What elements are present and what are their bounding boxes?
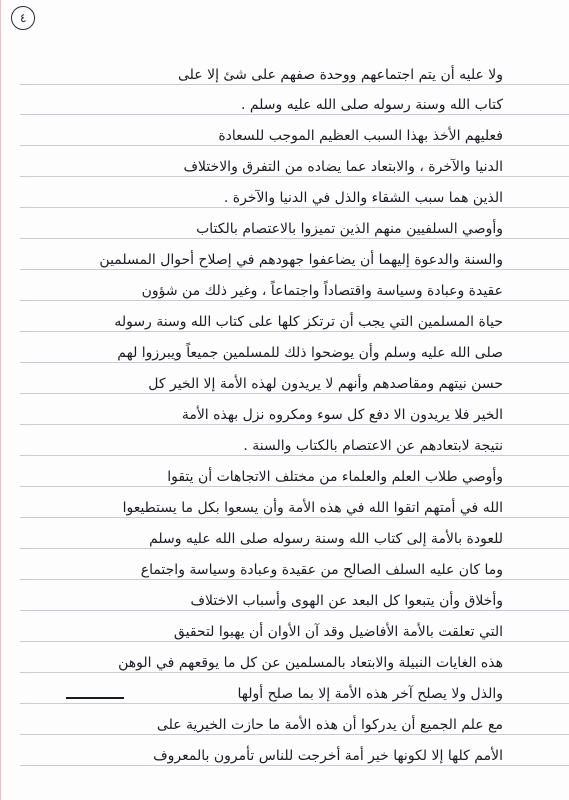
handwritten-line: فعليهم الأخذ بهذا السبب العظيم الموجب للسعادة — [218, 128, 503, 144]
handwritten-line: كتاب الله وسنة رسوله صلى الله عليه وسلم . — [240, 97, 503, 113]
handwritten-line: حسن نيتهم ومقاصدهم وأنهم لا يريدون لهذه الأمة إلا الخير كل — [148, 376, 503, 392]
ruled-line — [20, 579, 569, 580]
ruled-line — [20, 207, 569, 208]
ruled-line — [20, 517, 569, 518]
handwritten-line: عقيدة وعبادة وسياسة واقتصاداً واجتماعاً ، وغير ذلك من شؤون — [141, 283, 503, 299]
handwritten-line: حياة المسلمين التي يجب أن ترتكز كلها على كتاب الله وسنة رسوله — [114, 314, 503, 330]
handwritten-line: صلى الله عليه وسلم وأن يوضحوا ذلك للمسلمين جميعاً ويبرزوا لهم — [117, 345, 503, 361]
ruled-line — [20, 114, 569, 115]
ruled-line — [20, 176, 569, 177]
ruled-line — [20, 331, 569, 332]
handwritten-line: هذه الغايات النبيلة والابتعاد بالمسلمين عن كل ما يوقعهم في الوهن — [118, 655, 503, 671]
handwritten-line: وما كان عليه السلف الصالح من عقيدة وعبادة وسياسة واجتماع — [140, 562, 503, 578]
ruled-line — [20, 703, 569, 704]
margin-rule — [0, 0, 1, 800]
ruled-line — [20, 610, 569, 611]
ruled-line — [20, 641, 569, 642]
ruled-line — [20, 393, 569, 394]
page-number: ٤ — [9, 4, 36, 31]
handwritten-line: مع علم الجميع أن يدركوا أن هذه الأمة ما حازت الخيرية على — [156, 717, 503, 733]
handwritten-line: وأخلاق وأن يتبعوا كل البعد عن الهوى وأسباب الاختلاف — [190, 593, 503, 609]
ruled-line — [20, 734, 569, 735]
ruled-line — [20, 362, 569, 363]
ruled-line — [20, 672, 569, 673]
handwritten-line: والذل ولا يصلح آخر هذه الأمة إلا بما صلح أولها — [237, 686, 503, 702]
handwritten-line: للعودة بالأمة إلى كتاب الله وسنة رسوله صلى الله عليه وسلم — [149, 531, 503, 547]
handwritten-line: التي تعلقت بالأمة الأفاضيل وقد آن الأوان أن يهبوا لتحقيق — [173, 624, 503, 640]
ruled-line — [20, 238, 569, 239]
handwritten-line: وأوصي السلفيين منهم الذين تميزوا بالاعتصام بالكتاب — [196, 221, 503, 237]
ruled-line — [20, 300, 569, 301]
handwritten-line: الخير فلا يريدون الا دفع كل سوء ومكروه نزل بهذه الأمة — [181, 407, 503, 423]
handwritten-line: والسنة والدعوة إليهما أن يضاعفوا جهودهم في إصلاح أحوال المسلمين — [99, 252, 503, 268]
handwritten-line: الله في أمتهم اتقوا الله في هذه الأمة وأن يسعوا بكل ما يستطيعوا — [122, 500, 503, 516]
ruled-line — [20, 424, 569, 425]
handwritten-line: نتيجة لابتعادهم عن الاعتصام بالكتاب والسنة . — [243, 438, 503, 454]
ruled-line — [20, 269, 569, 270]
handwritten-line: الأمم كلها إلا لكونها خير أمة أخرجت للناس تأمرون بالمعروف — [153, 748, 503, 764]
strikethrough-mark — [66, 697, 124, 699]
ruled-line — [20, 455, 569, 456]
ruled-line — [20, 548, 569, 549]
handwritten-line: ولا عليه أن يتم اجتماعهم ووحدة صفهم على شئ إلا على — [177, 67, 503, 83]
ruled-line — [20, 145, 569, 146]
ruled-line — [20, 486, 569, 487]
handwritten-line: وأوصي طلاب العلم والعلماء من مختلف الاتجاهات أن يتقوا — [167, 469, 503, 485]
handwritten-line: الدنيا والآخرة ، والابتعاد عما يضاده من التفرق والاختلاف — [183, 159, 503, 175]
ruled-line — [20, 765, 569, 766]
ruled-line — [20, 84, 569, 85]
handwritten-line: الذين هما سبب الشقاء والذل في الدنيا والآخرة . — [223, 190, 503, 206]
